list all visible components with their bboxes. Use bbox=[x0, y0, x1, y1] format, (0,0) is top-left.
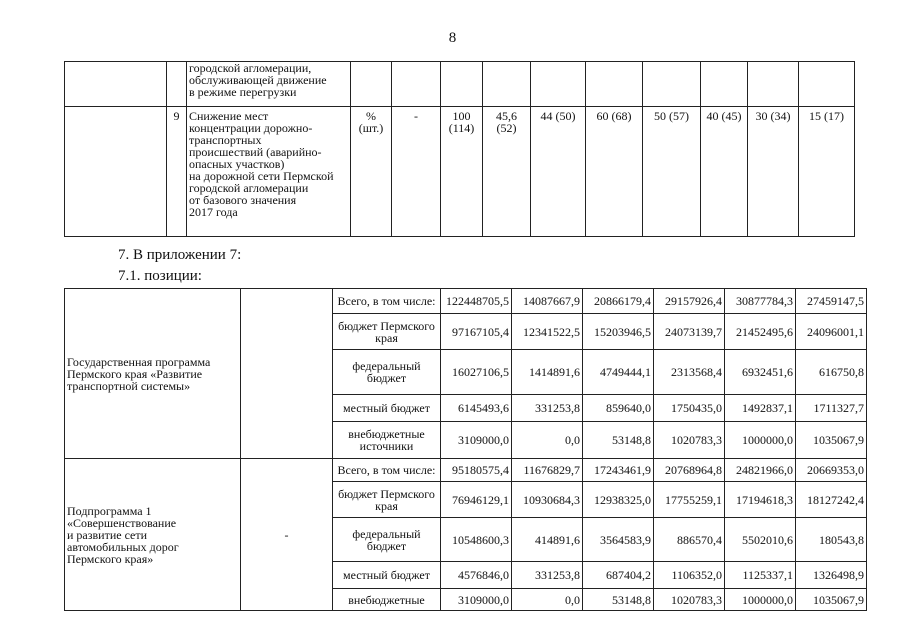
amount-cell: 16027106,5 bbox=[441, 350, 512, 395]
table-row bbox=[65, 459, 867, 482]
value-cell bbox=[441, 62, 483, 107]
value-cell: 15 (17) bbox=[799, 107, 855, 237]
program-name: Подпрограмма 1 «Совершенствование и развитие сети автомобильных дорог Пермского края» bbox=[65, 459, 241, 611]
funding-source-label: внебюджетные источники bbox=[333, 422, 441, 459]
amount-cell: 1492837,1 bbox=[725, 395, 796, 422]
amount-cell: 1020783,3 bbox=[654, 422, 725, 459]
amount-cell: 1000000,0 bbox=[725, 422, 796, 459]
funding-source-label: местный бюджет bbox=[333, 562, 441, 589]
amount-cell: 1326498,9 bbox=[796, 562, 867, 589]
dash-cell: - bbox=[241, 459, 333, 611]
financing-table bbox=[64, 288, 867, 611]
amount-cell: 180543,8 bbox=[796, 518, 867, 562]
amount-cell: 76946129,1 bbox=[441, 482, 512, 518]
value-cell: 30 (34) bbox=[748, 107, 799, 237]
amount-cell: 97167105,4 bbox=[441, 314, 512, 350]
funding-source-label: бюджет Пермского края bbox=[333, 314, 441, 350]
dash-cell bbox=[241, 289, 333, 459]
section-heading: 7. В приложении 7: bbox=[118, 247, 242, 263]
amount-cell: 2313568,4 bbox=[654, 350, 725, 395]
amount-cell: 886570,4 bbox=[654, 518, 725, 562]
amount-cell: 4576846,0 bbox=[441, 562, 512, 589]
amount-cell: 1106352,0 bbox=[654, 562, 725, 589]
value-cell bbox=[799, 62, 855, 107]
amount-cell: 10930684,3 bbox=[512, 482, 583, 518]
row-number: 9 bbox=[167, 107, 187, 237]
value-cell bbox=[748, 62, 799, 107]
funding-source-label: Всего, в том числе: bbox=[333, 459, 441, 482]
amount-cell: 6145493,6 bbox=[441, 395, 512, 422]
amount-cell: 1035067,9 bbox=[796, 589, 867, 611]
amount-cell: 20768964,8 bbox=[654, 459, 725, 482]
amount-cell: 331253,8 bbox=[512, 562, 583, 589]
amount-cell: 30877784,3 bbox=[725, 289, 796, 314]
amount-cell: 0,0 bbox=[512, 589, 583, 611]
amount-cell: 859640,0 bbox=[583, 395, 654, 422]
amount-cell: 1711327,7 bbox=[796, 395, 867, 422]
amount-cell: 1125337,1 bbox=[725, 562, 796, 589]
amount-cell: 3109000,0 bbox=[441, 589, 512, 611]
amount-cell: 53148,8 bbox=[583, 589, 654, 611]
amount-cell: 24073139,7 bbox=[654, 314, 725, 350]
amount-cell: 53148,8 bbox=[583, 422, 654, 459]
value-cell: 100 (114) bbox=[441, 107, 483, 237]
table-row bbox=[65, 62, 855, 107]
amount-cell: 20866179,4 bbox=[583, 289, 654, 314]
value-cell: 45,6 (52) bbox=[483, 107, 531, 237]
amount-cell: 12341522,5 bbox=[512, 314, 583, 350]
value-cell bbox=[483, 62, 531, 107]
amount-cell: 6932451,6 bbox=[725, 350, 796, 395]
dash-cell bbox=[392, 62, 441, 107]
funding-source-label: местный бюджет bbox=[333, 395, 441, 422]
row-number bbox=[167, 62, 187, 107]
amount-cell: 1020783,3 bbox=[654, 589, 725, 611]
amount-cell: 18127242,4 bbox=[796, 482, 867, 518]
funding-source-label: федеральный бюджет bbox=[333, 518, 441, 562]
value-cell: 50 (57) bbox=[643, 107, 701, 237]
amount-cell: 14087667,9 bbox=[512, 289, 583, 314]
amount-cell: 20669353,0 bbox=[796, 459, 867, 482]
value-cell bbox=[531, 62, 586, 107]
amount-cell: 4749444,1 bbox=[583, 350, 654, 395]
amount-cell: 27459147,5 bbox=[796, 289, 867, 314]
amount-cell: 122448705,5 bbox=[441, 289, 512, 314]
amount-cell: 5502010,6 bbox=[725, 518, 796, 562]
amount-cell: 24096001,1 bbox=[796, 314, 867, 350]
amount-cell: 1414891,6 bbox=[512, 350, 583, 395]
empty-cell bbox=[65, 107, 167, 237]
unit-cell bbox=[351, 62, 392, 107]
funding-source-label: федеральный бюджет bbox=[333, 350, 441, 395]
page-number: 8 bbox=[448, 30, 457, 46]
amount-cell: 0,0 bbox=[512, 422, 583, 459]
subsection-heading: 7.1. позиции: bbox=[118, 268, 202, 284]
amount-cell: 1035067,9 bbox=[796, 422, 867, 459]
amount-cell: 687404,2 bbox=[583, 562, 654, 589]
amount-cell: 616750,8 bbox=[796, 350, 867, 395]
funding-source-label: внебюджетные bbox=[333, 589, 441, 611]
value-cell: 60 (68) bbox=[586, 107, 643, 237]
table-row bbox=[65, 107, 855, 237]
amount-cell: 15203946,5 bbox=[583, 314, 654, 350]
funding-source-label: Всего, в том числе: bbox=[333, 289, 441, 314]
amount-cell: 21452495,6 bbox=[725, 314, 796, 350]
amount-cell: 3109000,0 bbox=[441, 422, 512, 459]
amount-cell: 414891,6 bbox=[512, 518, 583, 562]
indicator-name: городской агломерации, обслуживающей движение в режиме перегрузки bbox=[187, 62, 351, 107]
amount-cell: 95180575,4 bbox=[441, 459, 512, 482]
amount-cell: 12938325,0 bbox=[583, 482, 654, 518]
table-row bbox=[65, 289, 867, 314]
dash-cell: - bbox=[392, 107, 441, 237]
value-cell bbox=[643, 62, 701, 107]
value-cell bbox=[586, 62, 643, 107]
amount-cell: 11676829,7 bbox=[512, 459, 583, 482]
program-name: Государственная программа Пермского края «Развитие транспортной системы» bbox=[65, 289, 241, 459]
amount-cell: 1750435,0 bbox=[654, 395, 725, 422]
amount-cell: 17194618,3 bbox=[725, 482, 796, 518]
amount-cell: 17243461,9 bbox=[583, 459, 654, 482]
unit-cell: % (шт.) bbox=[351, 107, 392, 237]
value-cell: 40 (45) bbox=[701, 107, 748, 237]
indicators-table bbox=[64, 61, 855, 237]
amount-cell: 24821966,0 bbox=[725, 459, 796, 482]
value-cell bbox=[701, 62, 748, 107]
amount-cell: 3564583,9 bbox=[583, 518, 654, 562]
funding-source-label: бюджет Пермского края bbox=[333, 482, 441, 518]
amount-cell: 1000000,0 bbox=[725, 589, 796, 611]
amount-cell: 10548600,3 bbox=[441, 518, 512, 562]
empty-cell bbox=[65, 62, 167, 107]
value-cell: 44 (50) bbox=[531, 107, 586, 237]
indicator-name: Снижение мест концентрации дорожно- транспортных происшествий (аварийно- опасных участков) на дорожной сети Пермской городской агломерации от базового значения 2017 года bbox=[187, 107, 351, 237]
amount-cell: 331253,8 bbox=[512, 395, 583, 422]
amount-cell: 17755259,1 bbox=[654, 482, 725, 518]
amount-cell: 29157926,4 bbox=[654, 289, 725, 314]
